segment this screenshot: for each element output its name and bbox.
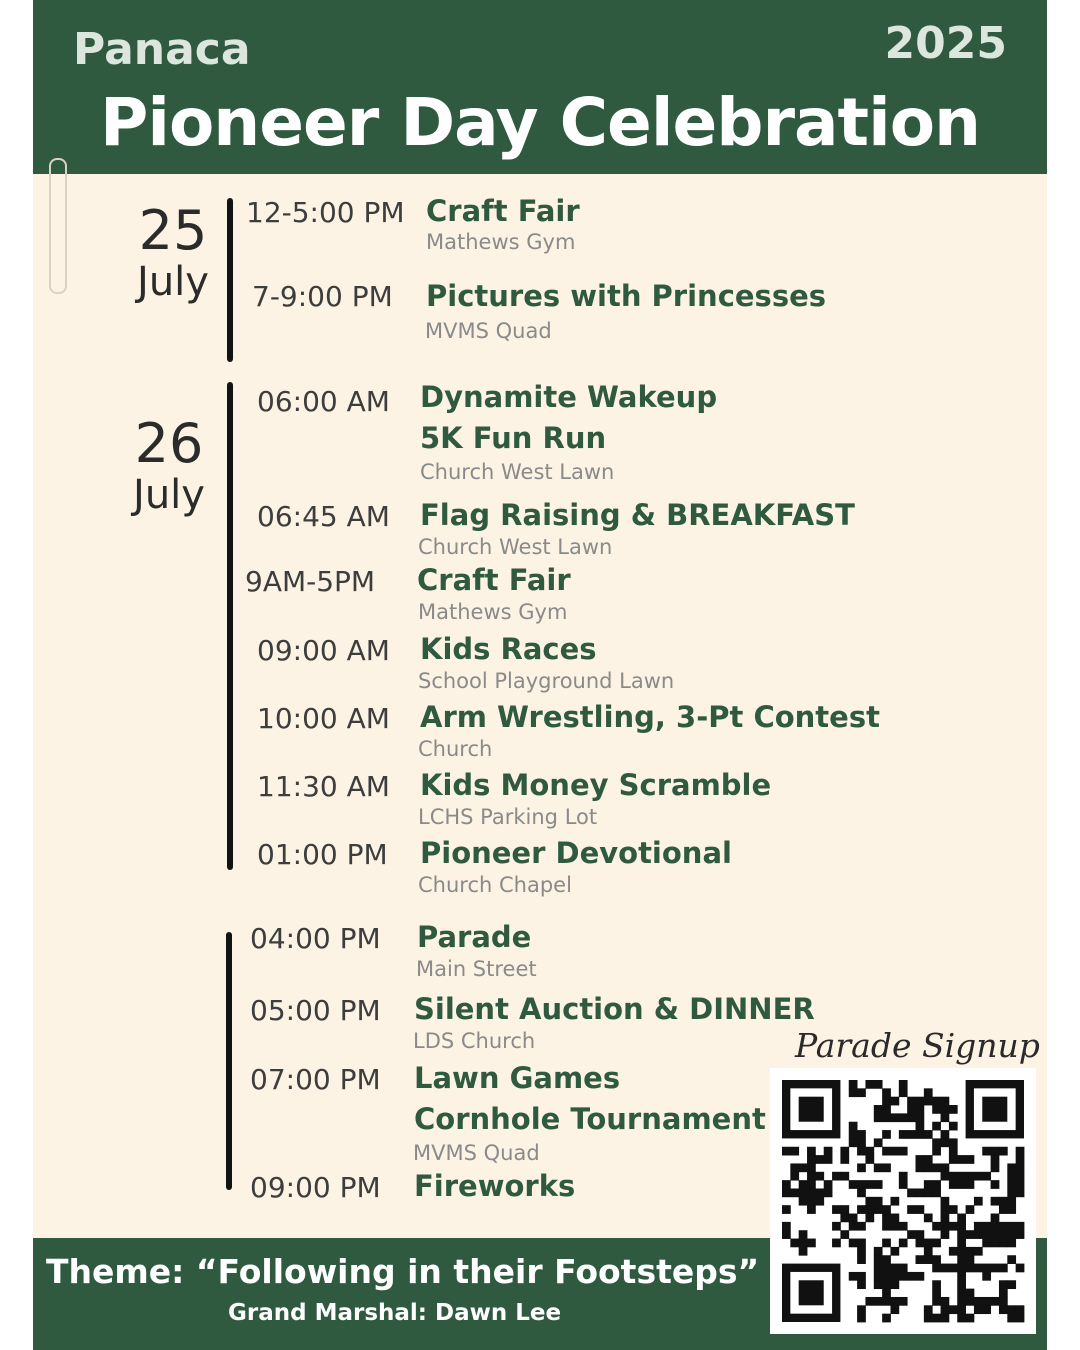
qr-caption: Parade Signup (795, 1026, 1040, 1065)
event-name: Craft Fair (417, 563, 571, 597)
day-number: 25 (138, 199, 208, 262)
event-time: 9AM-5PM (245, 565, 376, 598)
day-number: 26 (134, 412, 204, 475)
event-time: 10:00 AM (257, 702, 390, 735)
theme-text: Theme: “Following in their Footsteps” (46, 1252, 760, 1291)
event-name: Pictures with Princesses (426, 279, 827, 313)
qr-code[interactable] (770, 1068, 1036, 1334)
event-name: Kids Money Scramble (420, 768, 772, 802)
event-time: 12-5:00 PM (246, 196, 405, 229)
event-name: Arm Wrestling, 3-Pt Contest (420, 700, 880, 734)
timeline-bar-25 (227, 198, 233, 362)
event-time: 09:00 PM (250, 1171, 381, 1204)
event-location: Church West Lawn (420, 460, 615, 484)
town-name: Panaca (73, 24, 251, 75)
event-name: Dynamite Wakeup (420, 380, 718, 414)
event-location: Church (418, 737, 493, 761)
event-time: 7-9:00 PM (252, 280, 393, 313)
day-label-26 (119, 412, 219, 518)
poster (33, 0, 1047, 1350)
event-name: Lawn Games (414, 1061, 621, 1095)
event-name: Fireworks (414, 1169, 576, 1203)
event-name: Silent Auction & DINNER (414, 992, 815, 1026)
day-month: July (133, 472, 205, 518)
event-time: 11:30 AM (257, 770, 390, 803)
qr-code-icon (770, 1068, 1036, 1334)
event-name: Craft Fair (426, 194, 580, 228)
event-location: School Playground Lawn (418, 669, 675, 693)
year: 2025 (884, 18, 1007, 69)
day-month: July (137, 259, 209, 305)
event-time: 07:00 PM (250, 1063, 381, 1096)
event-name: Parade (417, 920, 532, 954)
event-location: LCHS Parking Lot (418, 805, 598, 829)
header-banner (33, 0, 1047, 174)
timeline-bar-26-morning (227, 382, 233, 870)
event-location: Mathews Gym (426, 230, 576, 254)
event-time: 06:45 AM (257, 500, 390, 533)
page-title: Pioneer Day Celebration (99, 84, 981, 161)
event-time: 06:00 AM (257, 385, 390, 418)
event-location: Main Street (416, 957, 537, 981)
event-name: Pioneer Devotional (420, 836, 732, 870)
event-name: Kids Races (420, 632, 597, 666)
event-location: Church West Lawn (418, 535, 613, 559)
event-location: MVMS Quad (425, 319, 552, 343)
event-location: LDS Church (413, 1029, 536, 1053)
event-name-secondary: 5K Fun Run (420, 421, 607, 455)
event-name-secondary: Cornhole Tournament (414, 1102, 766, 1136)
day-label-25 (123, 199, 223, 305)
event-location: Church Chapel (418, 873, 572, 897)
event-time: 04:00 PM (250, 922, 381, 955)
event-location: MVMS Quad (413, 1141, 540, 1165)
event-time: 09:00 AM (257, 634, 390, 667)
event-time: 01:00 PM (257, 838, 388, 871)
grand-marshal: Grand Marshal: Dawn Lee (228, 1300, 562, 1326)
timeline-bar-26-evening (226, 932, 232, 1190)
event-time: 05:00 PM (250, 994, 381, 1027)
event-location: Mathews Gym (418, 600, 568, 624)
scrollbar[interactable] (49, 158, 67, 294)
event-name: Flag Raising & BREAKFAST (420, 498, 855, 532)
